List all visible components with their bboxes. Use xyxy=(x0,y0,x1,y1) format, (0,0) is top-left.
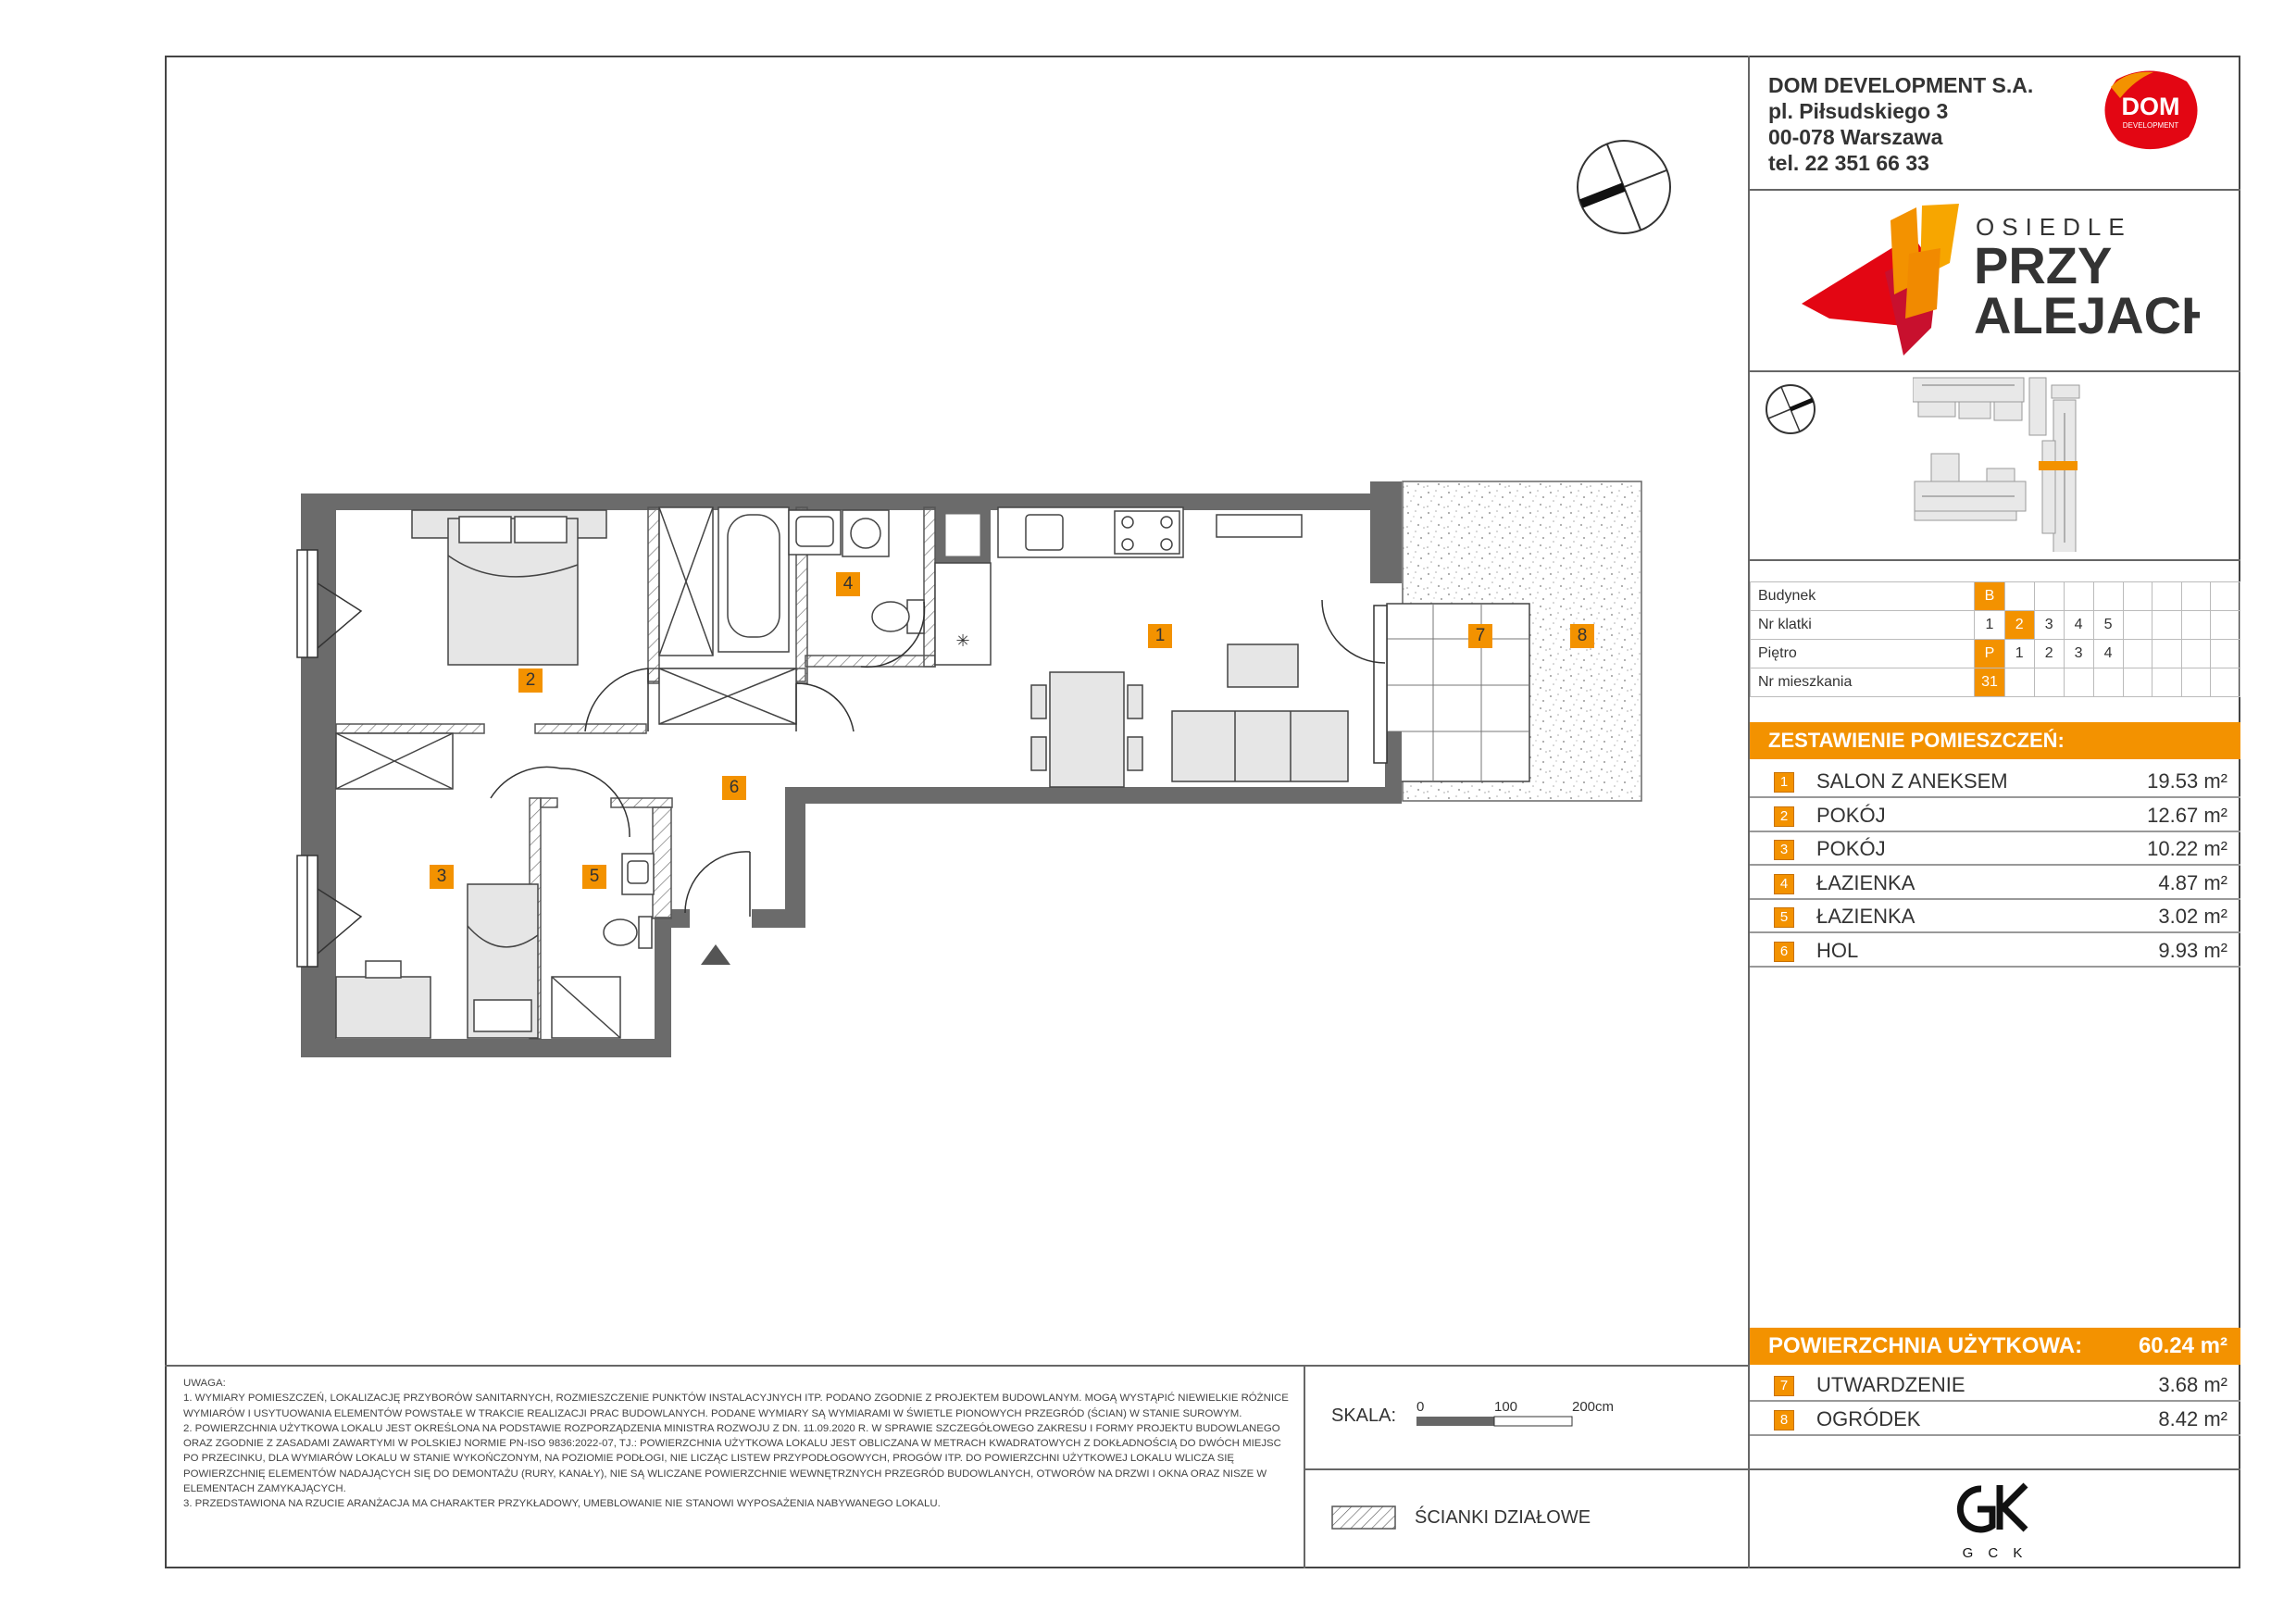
room-number-badge: 2 xyxy=(1774,806,1794,827)
company-block xyxy=(1768,72,2033,176)
info-row xyxy=(1751,582,2240,611)
entrance-marker xyxy=(701,944,730,965)
room-area: 4.87 m² xyxy=(2158,870,2227,894)
info-row xyxy=(1751,611,2240,640)
info-cell xyxy=(2004,668,2034,697)
plan-tag-2: 2 xyxy=(518,668,543,693)
notes-title: UWAGA: xyxy=(183,1378,226,1389)
room-area: 9.93 m² xyxy=(2158,939,2227,962)
info-cell: 2 xyxy=(2004,611,2034,640)
info-cell: 5 xyxy=(2093,611,2123,640)
info-cell xyxy=(2034,668,2064,697)
scale-tick-100: 100 xyxy=(1494,1399,1518,1415)
room-number-badge: 1 xyxy=(1774,772,1794,793)
room-area: 12.67 m² xyxy=(2147,803,2227,827)
partition-walls-legend: ŚCIANKI DZIAŁOWE xyxy=(1415,1507,1591,1528)
usable-area-label: POWIERZCHNIA UŻYTKOWA: xyxy=(1768,1333,2083,1358)
plan-tag-4: 4 xyxy=(836,572,860,596)
info-cell xyxy=(2123,611,2152,640)
company-address-city: 00-078 Warszawa xyxy=(1768,125,1943,149)
room-name: POKÓJ xyxy=(1816,803,1886,827)
room-row xyxy=(1750,1368,2240,1402)
panel-divider-2 xyxy=(1748,370,2240,372)
scale-tick-0: 0 xyxy=(1416,1399,1425,1415)
info-row-label: Nr mieszkania xyxy=(1751,668,1975,697)
key-plan xyxy=(1913,376,2089,552)
room-row xyxy=(1750,832,2240,866)
info-cell xyxy=(2064,582,2093,611)
floor-plan xyxy=(278,463,1666,1093)
panel-divider-1 xyxy=(1748,189,2240,191)
info-cell xyxy=(2152,611,2182,640)
room-row xyxy=(1750,900,2240,933)
info-row-label: Budynek xyxy=(1751,582,1975,611)
room-area: 10.22 m² xyxy=(2147,837,2227,861)
room-row xyxy=(1750,799,2240,832)
info-cell xyxy=(2123,640,2152,668)
info-cell xyxy=(2152,582,2182,611)
room-number-badge: 5 xyxy=(1774,907,1794,928)
scale-tick-200: 200cm xyxy=(1572,1399,1615,1415)
unit-info-table xyxy=(1750,581,2240,697)
info-cell xyxy=(2211,582,2240,611)
room-name: ŁAZIENKA xyxy=(1816,870,1915,894)
info-cell xyxy=(2211,640,2240,668)
room-number-badge: 7 xyxy=(1774,1376,1794,1396)
panel-divider-3 xyxy=(1748,559,2240,561)
info-cell xyxy=(2034,582,2064,611)
info-cell xyxy=(2152,668,2182,697)
dom-logo-subtext: DEVELOPMENT xyxy=(2122,121,2179,130)
note-3: 3. PRZEDSTAWIONA NA RZUCIE ARANŻACJA MA CHARAKTER PRZYKŁADOWY, UMEBLOWANIE NIE STANOWI WYPOSAŻENIA NABYWANEGO LOKALU. xyxy=(183,1498,941,1510)
plan-tag-3: 3 xyxy=(430,865,454,889)
info-cell xyxy=(2181,640,2211,668)
notes-block xyxy=(183,1376,1291,1512)
room-row xyxy=(1750,867,2240,900)
project-name-line1: OSIEDLE xyxy=(1976,213,2132,241)
project-name-line2: PRZY xyxy=(1974,236,2113,294)
scale-bar xyxy=(1415,1396,1637,1438)
note-2: 2. POWIERZCHNIA UŻYTKOWA LOKALU JEST OKREŚLONA NA PODSTAWIE ROZPORZĄDZENIA MINISTRA ROZWOJU Z DN. 11.09.2020 R. W SPRAWIE SZCZEGÓŁOWEGO ZAKRESU I FORMY PROJEKTU BUDOWLANEGO ORAZ ZGODNIE Z ZASADAMI ZAWARTYMI W POLSKIEJ NORMIE PN-ISO 9836:2022-07, TJ.: POWIERZCHNIA UŻYTKOWA LOKALU JEST OBLICZANA W METRACH KWADRATOWYCH Z DOKŁADNOŚCIĄ DO DWÓCH MIEJSC PO PRZECINKU, DLA WYMIARÓW LOKALU W STANIE WYKOŃCZONYM, NA POZIOMIE PODŁOGI, NIE LICZĄC LISTEW PRZYPODŁOGOWYCH, PROGÓW ITP. DO POWIERZCHNI UŻYTKOWEJ LOKALU WLICZA SIĘ POWIERZCHNIĘ ELEMENTÓW NADAJĄCYCH SIĘ DO DEMONTAŻU (RURY, KANAŁY), NIE SĄ WLICZANE POWIERZCHNIE WEWNĘTRZNYCH PRZEGRÓD BUDOWLANYCH, OTWORÓW NA DRZWI I OKNA ORAZ NISZE W ELEMENTACH ZAMYKAJĄCYCH. xyxy=(183,1422,1281,1495)
info-cell: 3 xyxy=(2034,611,2064,640)
north-arrow-icon xyxy=(1574,137,1674,242)
info-cell xyxy=(2123,582,2152,611)
info-cell xyxy=(2181,668,2211,697)
note-1: 1. WYMIARY POMIESZCZEŃ, LOKALIZACJĘ PRZYBORÓW SANITARNYCH, ROZMIESZCZENIE PUNKTÓW INSTALACYJNYCH ITP. PODANO ZGODNIE Z PROJEKTEM BUDOWLANYM. MOGĄ WYSTĄPIĆ NIEWIELKIE RÓŻNICE WYMIARÓW I USYTUOWANIA ELEMENTÓW POWSTAŁE W TRAKCIE REALIZACJI PRAC BUDOWLANYCH. PODANE WYMIARY SĄ WYMIARAMI W ŚWIETLE PIONOWYCH PRZEGRÓD (ŚCIAN) W STANIE SUROWYM. xyxy=(183,1393,1289,1419)
scale-label: SKALA: xyxy=(1331,1405,1397,1426)
dom-logo-text: DOM xyxy=(2121,93,2180,120)
room-row xyxy=(1750,765,2240,798)
info-cell: 1 xyxy=(2004,640,2034,668)
room-name: UTWARDZENIE xyxy=(1816,1373,1965,1396)
info-cell: B xyxy=(1975,582,2004,611)
room-name: ŁAZIENKA xyxy=(1816,905,1915,929)
info-cell: 1 xyxy=(1975,611,2004,640)
info-cell xyxy=(2093,582,2123,611)
terrace-paving xyxy=(1387,604,1529,781)
room-row xyxy=(1750,934,2240,968)
plan-tag-6: 6 xyxy=(722,776,746,800)
info-row xyxy=(1751,668,2240,697)
info-cell xyxy=(2004,582,2034,611)
room-name: OGRÓDEK xyxy=(1816,1406,1921,1430)
notes-scale-divider xyxy=(1304,1365,1305,1568)
usable-area-bar xyxy=(1750,1328,2240,1365)
project-name-line3: ALEJACH xyxy=(1974,286,2200,344)
panel-divider-4 xyxy=(1748,1468,2240,1470)
scale-legend-divider xyxy=(1304,1468,1750,1470)
room-area: 3.68 m² xyxy=(2158,1373,2227,1396)
usable-area-value: 60.24 m² xyxy=(2138,1333,2227,1358)
info-cell xyxy=(2211,668,2240,697)
room-number-badge: 6 xyxy=(1774,942,1794,962)
room-number-badge: 3 xyxy=(1774,840,1794,860)
info-cell: 3 xyxy=(2064,640,2093,668)
plan-tag-1: 1 xyxy=(1148,624,1172,648)
company-phone: tel. 22 351 66 33 xyxy=(1768,151,1929,175)
info-cell xyxy=(2064,668,2093,697)
room-name: SALON Z ANEKSEM xyxy=(1816,769,2008,793)
svg-text:✳: ✳ xyxy=(955,631,970,651)
partition-walls-hatch-icon xyxy=(1331,1505,1396,1534)
gck-letters: G C K xyxy=(1962,1545,2028,1561)
room-row xyxy=(1750,1403,2240,1436)
gck-logo xyxy=(1944,1476,2046,1565)
project-logo xyxy=(1802,198,2200,365)
plan-tag-8: 8 xyxy=(1570,624,1594,648)
plan-tag-5: 5 xyxy=(582,865,606,889)
info-row-label: Piętro xyxy=(1751,640,1975,668)
notes-top-divider xyxy=(165,1365,1750,1367)
rooms-heading: ZESTAWIENIE POMIESZCZEŃ: xyxy=(1750,722,2240,759)
plan-tag-7: 7 xyxy=(1468,624,1492,648)
info-cell xyxy=(2093,668,2123,697)
info-cell: 4 xyxy=(2093,640,2123,668)
info-cell: 4 xyxy=(2064,611,2093,640)
room-name: POKÓJ xyxy=(1816,837,1886,861)
info-cell xyxy=(2181,582,2211,611)
info-cell: P xyxy=(1975,640,2004,668)
info-cell xyxy=(2211,611,2240,640)
room-area: 19.53 m² xyxy=(2147,769,2227,793)
room-number-badge: 4 xyxy=(1774,874,1794,894)
keyplan-north-arrow-icon xyxy=(1765,383,1816,440)
info-row-label: Nr klatki xyxy=(1751,611,1975,640)
info-cell xyxy=(2123,668,2152,697)
info-row xyxy=(1751,640,2240,668)
info-cell: 31 xyxy=(1975,668,2004,697)
company-name: DOM DEVELOPMENT S.A. xyxy=(1768,73,2034,97)
room-name: HOL xyxy=(1816,939,1859,962)
room-area: 3.02 m² xyxy=(2158,905,2227,929)
company-address-street: pl. Piłsudskiego 3 xyxy=(1768,99,1949,123)
info-cell: 2 xyxy=(2034,640,2064,668)
dom-development-logo xyxy=(2098,67,2203,154)
room-area: 8.42 m² xyxy=(2158,1406,2227,1430)
info-cell xyxy=(2181,611,2211,640)
info-cell xyxy=(2152,640,2182,668)
room-number-badge: 8 xyxy=(1774,1410,1794,1430)
